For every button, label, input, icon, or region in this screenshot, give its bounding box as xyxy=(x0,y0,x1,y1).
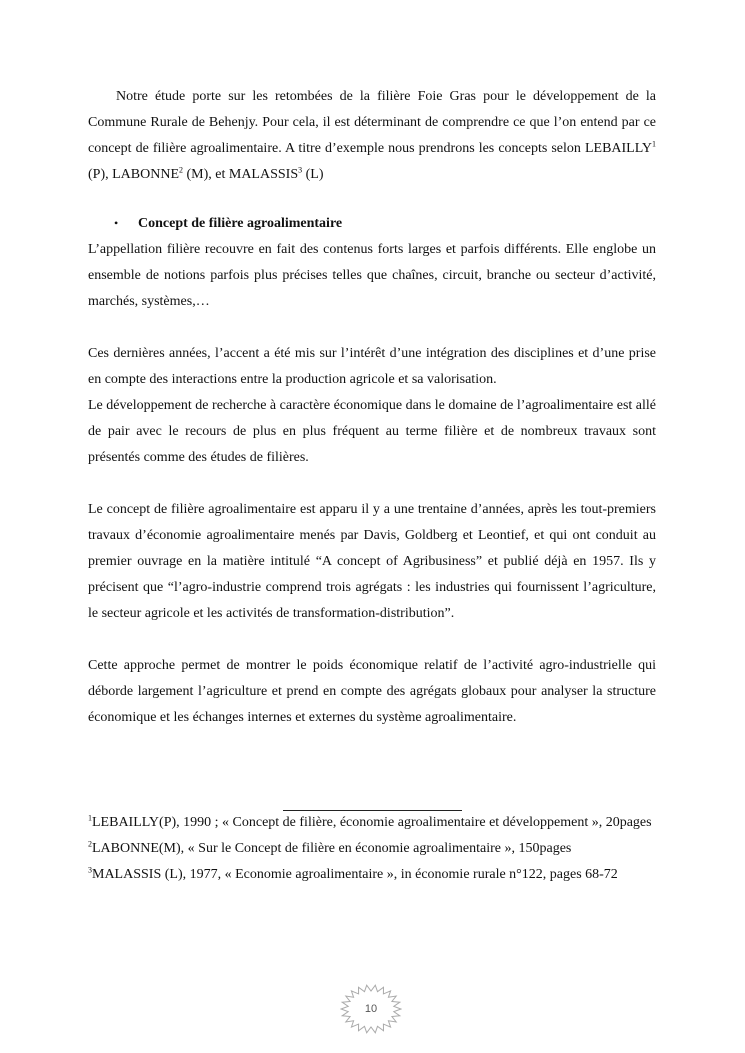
intro-paragraph xyxy=(88,84,656,188)
section-heading-text: Concept de filière agroalimentaire xyxy=(138,216,343,231)
paragraph-1: L’appellation filière recouvre en fait des contenus forts larges et parfois différents. Elle englobe un ensemble de notions parfois plus précises telles que chaînes, circuit, branche ou secteur d’activité, marchés, systèmes,… xyxy=(88,242,656,309)
intro-author-labonne: (P), LABONNE xyxy=(88,167,179,182)
footnote-text: LEBAILLY(P), 1990 ; « Concept de filière, économie agroalimentaire et développement », 20pages xyxy=(92,815,652,830)
intro-author-malassis: (M), et MALASSIS xyxy=(183,167,299,182)
paragraph-2: Ces dernières années, l’accent a été mis sur l’intérêt d’une intégration des disciplines et d’une prise en compte des interactions entre la production agricole et sa valorisation. xyxy=(88,346,656,387)
footnote-1 xyxy=(88,810,656,836)
footnote-2 xyxy=(88,836,656,862)
intro-end: (L) xyxy=(302,167,324,182)
intro-author-lebailly: LEBAILLY xyxy=(584,141,652,156)
footnote-ref-1: 1 xyxy=(652,139,656,149)
page-number xyxy=(340,984,402,1034)
footnote-ref-3: 3 xyxy=(298,165,303,175)
paragraph-5: Cette approche permet de montrer le poids économique relatif de l’activité agro-industrielle qui déborde largement l’agriculture et prend en compte des agrégats globaux pour analyser la structure économique et les échanges internes et externes du système agroalimentaire. xyxy=(88,658,656,725)
footnotes xyxy=(88,810,656,888)
footnote-number: 1 xyxy=(88,813,92,823)
paragraph-3: Le développement de recherche à caractère économique dans le domaine de l’agroalimentaire est allé de pair avec le recours de plus en plus fréquent au terme filière et de nombreux travaux sont présentés comme des études de filières. xyxy=(88,398,656,465)
footnote-ref-2: 2 xyxy=(179,165,183,175)
document-body xyxy=(88,84,656,731)
footnote-text: LABONNE(M), « Sur le Concept de filière en économie agroalimentaire », 150pages xyxy=(92,841,572,856)
footnote-3 xyxy=(88,862,656,888)
footnote-text: MALASSIS (L), 1977, « Economie agroalimentaire », in économie rurale n°122, pages 68-72 xyxy=(92,867,618,882)
intro-text: Notre étude porte sur les retombées de la filière Foie Gras pour le développement de la Commune Rurale de Behenjy. Pour cela, il est déterminant de comprendre ce que l’on entend par ce concept de filière agroalimentaire. A titre d’exemple nous prendrons les concepts selon xyxy=(88,89,656,156)
bullet-icon: • xyxy=(114,216,119,230)
footnote-number: 2 xyxy=(88,839,92,849)
page-number-text: 10 xyxy=(364,1003,378,1015)
section-heading xyxy=(88,210,656,237)
footnote-number: 3 xyxy=(88,865,92,875)
paragraph-4: Le concept de filière agroalimentaire est apparu il y a une trentaine d’années, après les tout-premiers travaux d’économie agroalimentaire menés par Davis, Goldberg et Leontief, et qui ont conduit au premier ouvrage en la matière intitulé “A concept of Agribusiness” et publié déjà en 1957. Ils y précisent que “l’agro-industrie comprend trois agrégats : les industries qui fournissent l’agriculture, le secteur agricole et les activités de transformation-distribution”. xyxy=(88,502,656,621)
